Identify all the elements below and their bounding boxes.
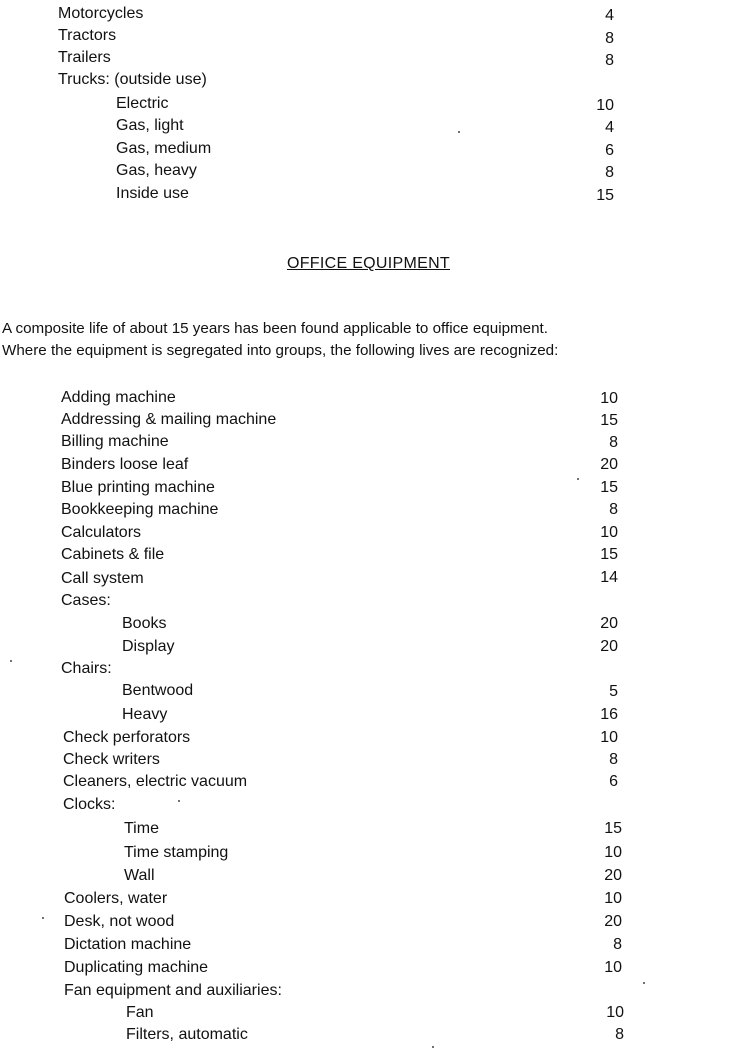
list-item-label: Tractors	[58, 27, 117, 44]
intro-line-2: Where the equipment is segregated into groups, the following lives are recognized:	[2, 342, 559, 359]
list-item-label: Gas, medium	[116, 140, 212, 157]
list-item-label: Call system	[61, 570, 144, 587]
list-item-label: Dictation machine	[64, 936, 192, 953]
list-item-label: Check writers	[63, 751, 160, 768]
list-item-label: Addressing & mailing machine	[61, 411, 277, 428]
list-item-value: 10	[604, 959, 622, 976]
scan-speck	[42, 917, 44, 919]
list-item-label: Time stamping	[124, 844, 229, 861]
list-item-label: Cases:	[61, 592, 111, 609]
list-item-value: 10	[604, 844, 622, 861]
list-item-value: 10	[596, 97, 614, 114]
section-heading: OFFICE EQUIPMENT	[286, 255, 451, 272]
list-item-value: 15	[604, 820, 622, 837]
list-item-label: Time	[124, 820, 159, 837]
list-item-value: 4	[605, 119, 614, 136]
list-item-label: Duplicating machine	[64, 959, 209, 976]
list-item-label: Wall	[124, 867, 155, 884]
list-item-label: Adding machine	[61, 389, 176, 406]
list-item-value: 10	[606, 1004, 624, 1021]
list-item-label: Coolers, water	[64, 890, 168, 907]
scan-speck	[10, 660, 12, 662]
list-item-value: 10	[600, 524, 618, 541]
list-item-label: Binders loose leaf	[61, 456, 189, 473]
list-item-value: 8	[609, 751, 618, 768]
scan-speck	[643, 982, 645, 984]
list-item-label: Motorcycles	[58, 5, 144, 22]
list-item-value: 8	[605, 30, 614, 47]
scan-speck	[432, 1046, 434, 1048]
list-item-label: Bentwood	[122, 682, 194, 699]
list-item-value: 10	[600, 390, 618, 407]
list-item-label: Chairs:	[61, 660, 112, 677]
list-item-label: Gas, heavy	[116, 162, 197, 179]
list-item-value: 6	[605, 142, 614, 159]
intro-line-1: A composite life of about 15 years has been found applicable to office equipment.	[2, 320, 548, 337]
scan-speck	[178, 800, 180, 802]
list-item-label: Billing machine	[61, 433, 169, 450]
list-item-label: Heavy	[122, 706, 168, 723]
list-item-label: Calculators	[61, 524, 142, 541]
list-item-label: Fan	[126, 1004, 154, 1021]
list-item-value: 8	[613, 936, 622, 953]
list-item-value: 8	[605, 52, 614, 69]
list-item-label: Desk, not wood	[64, 913, 175, 930]
list-item-value: 8	[609, 501, 618, 518]
list-item-value: 15	[600, 479, 618, 496]
list-item-value: 10	[600, 729, 618, 746]
scan-speck	[577, 478, 579, 480]
list-item-label: Trailers	[58, 49, 111, 66]
list-item-value: 10	[604, 890, 622, 907]
list-item-label: Check perforators	[63, 729, 191, 746]
list-item-value: 16	[600, 706, 618, 723]
list-item-label: Trucks: (outside use)	[58, 71, 207, 88]
list-item-value: 20	[604, 867, 622, 884]
list-item-value: 20	[600, 456, 618, 473]
list-item-label: Display	[122, 638, 175, 655]
list-item-label: Electric	[116, 95, 169, 112]
list-item-label: Clocks:	[63, 796, 116, 813]
list-item-value: 5	[609, 683, 618, 700]
list-item-label: Blue printing machine	[61, 479, 215, 496]
list-item-label: Cabinets & file	[61, 546, 165, 563]
list-item-value: 14	[600, 569, 618, 586]
list-item-value: 8	[605, 164, 614, 181]
list-item-value: 8	[609, 434, 618, 451]
list-item-value: 15	[600, 546, 618, 563]
list-item-value: 20	[604, 913, 622, 930]
list-item-label: Books	[122, 615, 167, 632]
list-item-value: 6	[609, 773, 618, 790]
list-item-label: Cleaners, electric vacuum	[63, 773, 248, 790]
list-item-value: 15	[600, 412, 618, 429]
list-item-value: 20	[600, 638, 618, 655]
list-item-value: 4	[605, 7, 614, 24]
list-item-label: Gas, light	[116, 117, 184, 134]
list-item-value: 20	[600, 615, 618, 632]
list-item-label: Filters, automatic	[126, 1026, 248, 1043]
list-item-value: 8	[615, 1026, 624, 1043]
list-item-label: Inside use	[116, 185, 189, 202]
list-item-value: 15	[596, 187, 614, 204]
scan-speck	[458, 131, 460, 133]
list-item-label: Bookkeeping machine	[61, 501, 219, 518]
list-item-label: Fan equipment and auxiliaries:	[64, 982, 282, 999]
